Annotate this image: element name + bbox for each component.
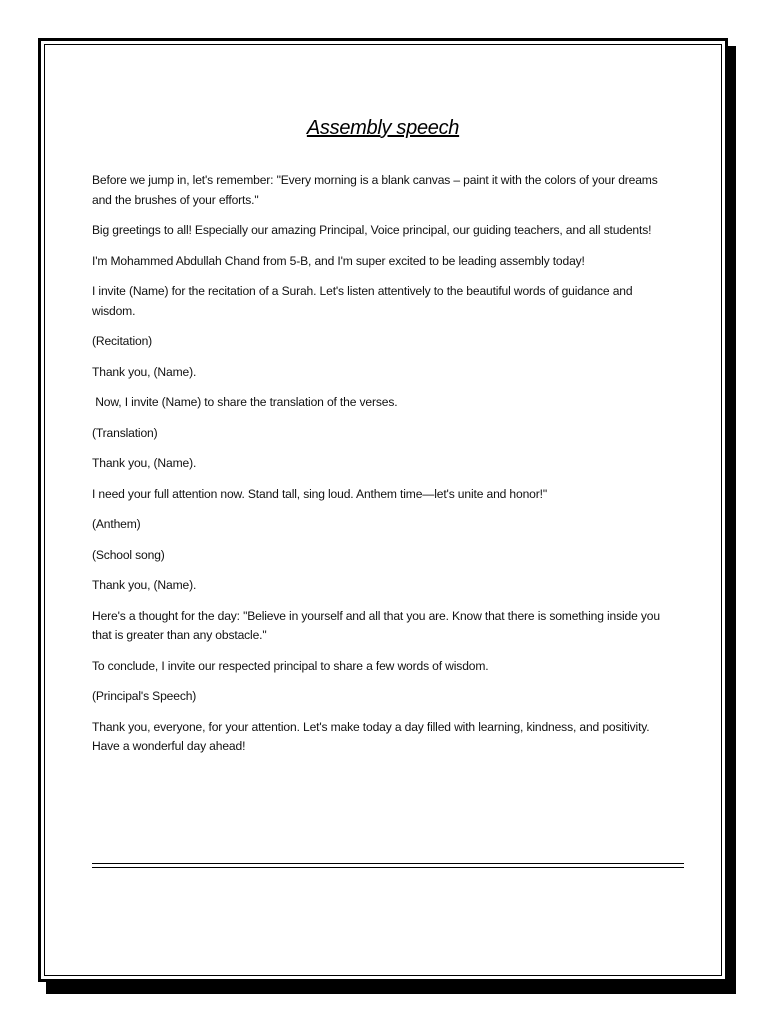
paragraph-anthem-call: I need your full attention now. Stand tall, sing loud. Anthem time—let's unite and honor!" — [92, 486, 547, 501]
paragraph-conclusion: To conclude, I invite our respected principal to share a few words of wisdom. — [92, 658, 489, 673]
footer-divider — [92, 863, 684, 864]
paragraph-thought-for-day: Here's a thought for the day: "Believe in yourself and all that you are. Know that there is something inside you that is greater than any obstacle." — [92, 608, 660, 642]
document-title: Assembly speech — [306, 117, 460, 139]
paragraph-translation: (Translation) — [92, 425, 158, 440]
paragraph-thank-you-2: Thank you, (Name). — [92, 456, 197, 470]
paragraph-introduction: I'm Mohammed Abdullah Chand from 5-B, and I'm super excited to be leading assembly today! — [92, 253, 585, 268]
paragraph-closing: Thank you, everyone, for your attention. Let's make today a day filled with learning, kindness, and positivity. Have a wonderful day ahead! — [92, 719, 650, 753]
paragraph-thank-you-3: Thank you, (Name). — [92, 578, 197, 592]
paragraph-thank-you-1: Thank you, (Name). — [92, 364, 197, 379]
paragraph-school-song: (School song) — [92, 547, 165, 562]
paragraph-recitation: (Recitation) — [92, 334, 153, 348]
footer-divider-thin — [92, 867, 684, 868]
paragraph-principal-speech: (Principal's Speech) — [92, 689, 197, 703]
speech-body — [92, 171, 672, 768]
paragraph-translation-invite: Now, I invite (Name) to share the translation of the verses. — [92, 395, 398, 409]
page-inner-border — [44, 44, 722, 976]
paragraph-opening-quote: Before we jump in, let's remember: "Every morning is a blank canvas – paint it with the colors of your dreams and the brushes of your efforts." — [92, 173, 658, 207]
paragraph-anthem: (Anthem) — [92, 517, 141, 531]
page-border — [38, 38, 728, 982]
paragraph-recitation-invite: I invite (Name) for the recitation of a Surah. Let's listen attentively to the beautiful words of guidance and wisdom. — [92, 284, 633, 318]
paragraph-greetings: Big greetings to all! Especially our amazing Principal, Voice principal, our guiding teachers, and all students! — [92, 223, 652, 237]
